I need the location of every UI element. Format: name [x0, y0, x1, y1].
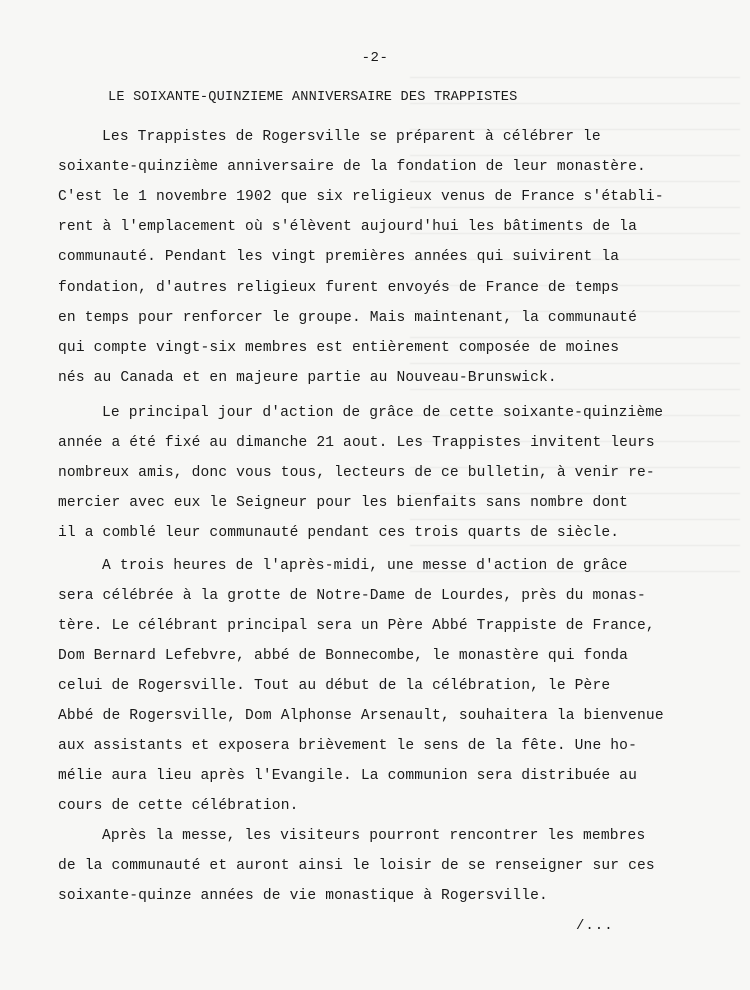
text-line: celui de Rogersville. Tout au début de la célébration, le Père	[58, 678, 611, 694]
text-line: en temps pour renforcer le groupe. Mais maintenant, la communauté	[58, 310, 637, 326]
text-line: mercier avec eux le Seigneur pour les bienfaits sans nombre dont	[58, 495, 629, 511]
page-number: -2-	[361, 50, 389, 66]
text-line: soixante-quinzième anniversaire de la fondation de leur monastère.	[58, 159, 646, 175]
text-line: Dom Bernard Lefebvre, abbé de Bonnecombe, le monastère qui fonda	[58, 648, 629, 664]
text-line: C'est le 1 novembre 1902 que six religieux venus de France s'établi-	[58, 189, 664, 205]
text-line: rent à l'emplacement où s'élèvent aujourd'hui les bâtiments de la	[58, 219, 637, 235]
text-line: qui compte vingt-six membres est entièrement composée de moines	[58, 340, 620, 356]
document-title: LE SOIXANTE-QUINZIEME ANNIVERSAIRE DES TRAPPISTES	[108, 90, 518, 105]
text-line: Abbé de Rogersville, Dom Alphonse Arsenault, souhaitera la bienvenue	[58, 708, 664, 724]
text-line: sera célébrée à la grotte de Notre-Dame de Lourdes, près du monas-	[58, 588, 646, 604]
text-line: tère. Le célébrant principal sera un Père Abbé Trappiste de France,	[58, 618, 655, 634]
text-line: nombreux amis, donc vous tous, lecteurs de ce bulletin, à venir re-	[58, 465, 655, 481]
text-line: nés au Canada et en majeure partie au Nouveau-Brunswick.	[58, 370, 557, 386]
text-line: de la communauté et auront ainsi le loisir de se renseigner sur ces	[58, 858, 655, 874]
text-line: communauté. Pendant les vingt premières années qui suivirent la	[58, 249, 620, 265]
text-line: aux assistants et exposera brièvement le sens de la fête. Une ho-	[58, 738, 637, 754]
text-line: il a comblé leur communauté pendant ces trois quarts de siècle.	[58, 525, 620, 541]
text-line: fondation, d'autres religieux furent envoyés de France de temps	[58, 280, 620, 296]
text-line: soixante-quinze années de vie monastique à Rogersville.	[58, 888, 548, 904]
text-line: mélie aura lieu après l'Evangile. La communion sera distribuée au	[58, 768, 637, 784]
continuation-mark: /...	[576, 918, 614, 934]
text-line: A trois heures de l'après-midi, une messe d'action de grâce	[102, 558, 628, 574]
text-line: Le principal jour d'action de grâce de cette soixante-quinzième	[102, 405, 664, 421]
text-line: Les Trappistes de Rogersville se préparent à célébrer le	[102, 129, 601, 145]
text-line: année a été fixé au dimanche 21 aout. Les Trappistes invitent leurs	[58, 435, 655, 451]
text-line: Après la messe, les visiteurs pourront rencontrer les membres	[102, 828, 646, 844]
text-line: cours de cette célébration.	[58, 798, 299, 814]
